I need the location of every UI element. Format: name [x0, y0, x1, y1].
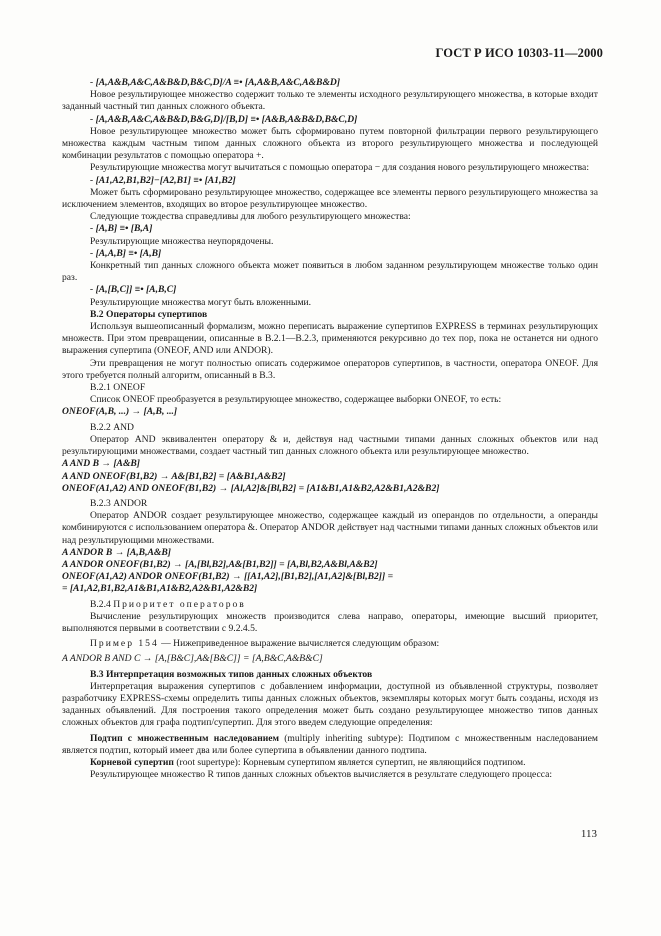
section-heading: В.3 Интерпретация возможных типов данных сложных объектов	[90, 668, 373, 680]
section-heading: В.2 Операторы супертипов	[90, 308, 208, 320]
definition	[62, 733, 598, 757]
paragraph: Может быть сформировано результирующее множество, содержащее все элементы первого результирующего множества за исключением элементов, входящих во второе результирующее множество.	[62, 186, 598, 211]
subsection-heading: В.2.3 ANDOR	[90, 497, 148, 509]
subsection-heading: В.2.1 ONEOF	[90, 382, 146, 394]
paragraph: Интерпретация выражения супертипов с добавлением информации, доступной из объявленной структуры, позволяет разработчику EXPRESS-схемы определить типы данных сложных объектов, экземпляры которых могут быть созданы, исходя из заданных объявлений. Для построения такого определения может быть создано результирующее множество типов данных сложных объектов для графа подтип/супертип. Для этого введем следующие определения:	[62, 680, 598, 729]
formula-line: - [A,A,B] ≡• [A,B]	[90, 247, 162, 259]
example-paragraph	[62, 638, 598, 650]
paragraph: Эти превращения не могут полностью описать содержимое операторов супертипов, в частности, оператора ONEOF. Для этого требуется полный алгоритм, описанный в В.3.	[62, 357, 598, 381]
subsection-title: Приоритет операторов	[113, 598, 246, 610]
document-body	[62, 77, 598, 781]
paragraph: Результирующие множества неупорядочены.	[90, 235, 274, 247]
paragraph: Новое результирующее множество содержит только те элементы исходного результирующего множества, в которые входит заданный частный тип данных сложного объекта.	[62, 89, 598, 113]
formula-line: - [A,A&B,A&C,A&B&D,B&G,D]/[B,D] ≡• [A&B,A&B&D,B&C,D]	[90, 113, 358, 125]
paragraph: Вычисление результирующих множеств производится слева направо, операторы, имеющие высший приоритет, выполняются первыми в соответствии с 9.2.4.5.	[62, 610, 598, 634]
formula-line: ONEOF(A1,A2) AND ONEOF(B1,B2) → [Al,A2]&[Bl,B2] = [A1&B1,A1&B2,A2&B1,A2&B2]	[62, 482, 440, 494]
formula-line: - [A,B] ≡• [B,A]	[90, 223, 153, 235]
example-text: — Нижеприведенное выражение вычисляется следующим образом:	[158, 638, 440, 650]
formula-line: - [A,[B,C]] ≡• [A,B,C]	[90, 284, 177, 296]
paragraph: Результирующие множества могут вычитаться с помощью оператора − для создания нового результирующего множества:	[90, 162, 589, 174]
paragraph: Результирующие множества могут быть вложенными.	[90, 296, 312, 308]
paragraph: Используя вышеописанный формализм, можно переписать выражение супертипов EXPRESS в терминах результирующих множеств. При этом превращении, описанные в В.2.1—В.2.3, применяются рекурсивно до тех пор, пока не останется ни одного выражения супертипа (ONEOF, AND или ANDOR).	[62, 321, 598, 357]
paragraph: Результирующее множество R типов данных сложных объектов вычисляется в результате следующего процесса:	[90, 769, 553, 781]
formula-line: A AND ONEOF(B1,B2) → A&[B1,B2] = [A&B1,A&B2]	[62, 470, 286, 482]
formula-line: = [A1,A2,B1,B2,A1&B1,A1&B2,A2&B1,A2&B2]	[62, 583, 258, 595]
definition	[62, 757, 598, 769]
definition-text: (multiply inheriting subtype): Подтипом с множественным наследованием является подтип, который имеет два или более супертипа в объявлении данного подтипа.	[62, 732, 598, 756]
paragraph: Следующие тождества справедливы для любого результирующего множества:	[90, 211, 411, 223]
formula-line: ONEOF(A,B, ...) → [A,B, ...]	[62, 406, 178, 418]
paragraph: Оператор ANDOR создает результирующее множество, содержащее каждый из операндов по отдельности, а операнды комбинируются с использованием оператора &. Оператор ANDOR действует над частными типами данных сложных объектов или над результирующими множествами.	[62, 510, 598, 546]
subsection-number: В.2.4	[90, 598, 111, 610]
formula-line: - [A1,A2,B1,B2]−[A2,B1] ≡• [A1,B2]	[90, 174, 236, 186]
formula-line: A ANDOR B AND C → [A,[B&C],A&[B&C]] = [A,B&C,A&B&C]	[62, 653, 323, 665]
paragraph: Новое результирующее множество может быть сформировано путем повторной фильтрации первого результирующего множества каждым частным типом данных сложного объекта из второго результирующего множества и последующей комбинации результатов с помощью оператора +.	[62, 125, 598, 162]
formula-line: A AND B → [A&B]	[62, 458, 141, 470]
paragraph: Оператор AND эквивалентен оператору & и, действуя над частными типами данных сложных объектов или над результирующими множествами, создает частный тип данных сложного объекта или результирующее множество.	[62, 433, 598, 458]
formula-line: ONEOF(A1,A2) ANDOR ONEOF(B1,B2) → [[A1,A2],[B1,B2],[A1,A2]&[Bl,B2]] =	[62, 571, 394, 583]
paragraph: Конкретный тип данных сложного объекта может появиться в любом заданном результирующем множестве только один раз.	[62, 260, 598, 284]
subsection-heading	[62, 599, 598, 611]
formula-line: A ANDOR ONEOF(B1,B2) → [A,[Bl,B2],A&[B1,B2]] = [A,Bl,B2,A&Bl,A&B2]	[62, 558, 378, 570]
page-number: 113	[580, 828, 597, 840]
subsection-heading: В.2.2 AND	[90, 421, 134, 433]
formula-line: A ANDOR B → [A,B,A&B]	[62, 546, 171, 558]
definition-term: Корневой супертип	[90, 756, 174, 768]
definition-text: (root supertype): Корневым супертипом является супертип, не являющийся подтипом.	[173, 756, 526, 768]
formula-line: - [A,A&B,A&C,A&B&D,B&C,D]/A ≡• [A,A&B,A&C,A&B&D]	[90, 77, 341, 88]
page-header: ГОСТ Р ИСО 10303-11—2000	[435, 46, 603, 60]
paragraph: Список ONEOF преобразуется в результирующее множество, содержащее выборки ONEOF, то есть:	[90, 394, 502, 406]
example-label: Пример 154	[90, 638, 159, 650]
definition-term: Подтип с множественным наследованием	[90, 732, 280, 744]
